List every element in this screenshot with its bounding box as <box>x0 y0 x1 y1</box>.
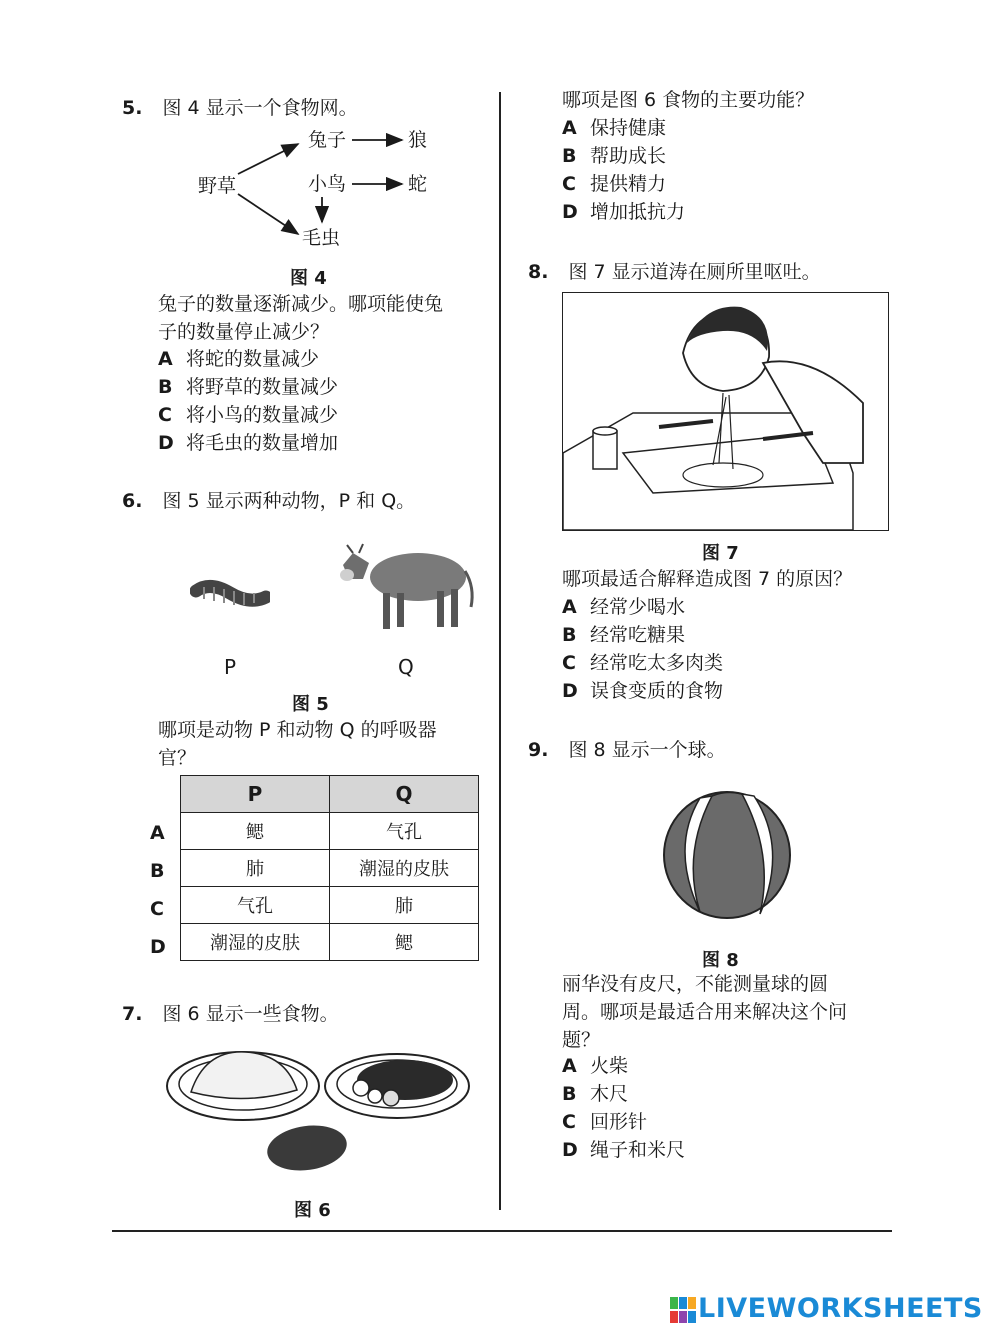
ball-illustration <box>660 788 794 922</box>
column-header-q: Q <box>330 776 479 813</box>
figure-7-caption: 图 7 <box>702 543 739 564</box>
q5-option-b[interactable] <box>158 373 338 401</box>
figure-4-caption: 图 4 <box>290 268 327 289</box>
q8-question: 哪项最适合解释造成图 7 的原因？ <box>562 568 853 590</box>
column-header-p: P <box>181 776 330 813</box>
row-letter-d: D <box>150 936 166 958</box>
column-divider <box>499 92 501 1210</box>
row-letter-a: A <box>150 822 165 844</box>
q9-option-c[interactable] <box>562 1108 647 1136</box>
q7-option-c[interactable] <box>562 170 666 198</box>
q8-stem <box>528 258 821 286</box>
q9-number: 9. <box>528 739 549 761</box>
q7-number: 7. <box>122 1003 143 1025</box>
option-letter: B <box>562 145 577 167</box>
cell-p: 气孔 <box>181 887 330 924</box>
q9-question-line2: 周。哪项是最适合用来解决这个问 <box>562 1001 848 1023</box>
q8-option-b[interactable] <box>562 621 685 649</box>
liveworksheets-brand[interactable]: LIVEWORKSHEETS <box>698 1293 983 1324</box>
label-p: P <box>224 655 237 679</box>
option-letter: C <box>562 652 576 674</box>
q8-stem-text: 图 7 显示道涛在厕所里呕吐。 <box>568 261 821 283</box>
q9-option-a[interactable] <box>562 1052 628 1080</box>
cell-p: 鳃 <box>181 813 330 850</box>
cell-q: 气孔 <box>330 813 479 850</box>
cell-p: 肺 <box>181 850 330 887</box>
option-text: 将蛇的数量减少 <box>186 348 320 370</box>
figure-6-caption: 图 6 <box>294 1200 331 1221</box>
web-node-rabbit: 兔子 <box>308 129 347 151</box>
q9-stem-text: 图 8 显示一个球。 <box>568 739 726 761</box>
option-text: 木尺 <box>590 1083 629 1105</box>
option-text: 经常吃糖果 <box>590 624 686 646</box>
option-text: 帮助成长 <box>590 145 667 167</box>
q8-option-d[interactable] <box>562 677 723 705</box>
q6-question-line2: 官？ <box>158 747 197 769</box>
option-text: 火柴 <box>590 1055 629 1077</box>
option-text: 将毛虫的数量增加 <box>186 432 339 454</box>
option-letter: D <box>158 432 174 454</box>
web-node-caterpillar: 毛虫 <box>302 227 341 249</box>
web-node-grass: 野草 <box>198 175 237 197</box>
food-illustration <box>165 1040 475 1180</box>
q7-option-d[interactable] <box>562 198 685 226</box>
q8-number: 8. <box>528 261 549 283</box>
q6-stem-text: 图 5 显示两种动物，P 和 Q。 <box>162 490 416 512</box>
q7-stem-text: 图 6 显示一些食物。 <box>162 1003 339 1025</box>
page-bottom-rule <box>112 1230 892 1232</box>
cell-q: 肺 <box>330 887 479 924</box>
option-text: 经常少喝水 <box>590 596 686 618</box>
cell-p: 潮湿的皮肤 <box>181 924 330 961</box>
table-row[interactable] <box>181 813 479 850</box>
option-letter: B <box>562 1083 577 1105</box>
table-row[interactable] <box>181 887 479 924</box>
option-text: 误食变质的食物 <box>590 680 724 702</box>
option-letter: A <box>562 117 577 139</box>
q9-option-b[interactable] <box>562 1080 628 1108</box>
table-header-row <box>181 776 479 813</box>
q5-question-line2: 子的数量停止减少？ <box>158 321 330 343</box>
cell-q: 鳃 <box>330 924 479 961</box>
option-letter: A <box>562 1055 577 1077</box>
option-text: 增加抵抗力 <box>590 201 686 223</box>
q7-option-b[interactable] <box>562 142 666 170</box>
option-letter: C <box>562 173 576 195</box>
q5-option-d[interactable] <box>158 429 338 457</box>
label-q: Q <box>398 655 414 679</box>
q7-question: 哪项是图 6 食物的主要功能？ <box>562 89 815 111</box>
option-letter: A <box>158 348 173 370</box>
row-letter-c: C <box>150 898 164 920</box>
option-letter: B <box>562 624 577 646</box>
web-node-bird: 小鸟 <box>308 173 347 195</box>
option-text: 将野草的数量减少 <box>186 376 339 398</box>
q6-stem <box>122 487 415 515</box>
liveworksheets-logo-icon <box>670 1297 696 1323</box>
option-letter: D <box>562 680 578 702</box>
q5-stem-text: 图 4 显示一个食物网。 <box>162 97 358 119</box>
option-text: 将小鸟的数量减少 <box>186 404 339 426</box>
option-letter: B <box>158 376 173 398</box>
respiratory-organ-table <box>180 775 479 961</box>
option-text: 提供精力 <box>590 173 667 195</box>
cow-illustration <box>333 535 483 635</box>
q5-stem <box>122 94 358 122</box>
q9-question-line3: 题？ <box>562 1029 601 1051</box>
food-web-diagram <box>180 122 450 252</box>
q8-option-a[interactable] <box>562 593 685 621</box>
q9-stem <box>528 736 726 764</box>
option-letter: C <box>562 1111 576 1133</box>
q6-number: 6. <box>122 490 143 512</box>
option-text: 经常吃太多肉类 <box>590 652 724 674</box>
q5-option-a[interactable] <box>158 345 319 373</box>
figure-7-frame <box>562 292 889 531</box>
q9-question-line1: 丽华没有皮尺，不能测量球的圆 <box>562 973 829 995</box>
vomiting-boy-illustration <box>563 293 888 530</box>
option-text: 绳子和米尺 <box>590 1139 686 1161</box>
option-text: 回形针 <box>590 1111 648 1133</box>
web-node-snake: 蛇 <box>408 173 428 195</box>
row-letter-b: B <box>150 860 165 882</box>
q5-question-line1: 兔子的数量逐渐减少。哪项能使兔 <box>158 293 444 315</box>
option-letter: D <box>562 1139 578 1161</box>
q7-option-a[interactable] <box>562 114 666 142</box>
q8-option-c[interactable] <box>562 649 723 677</box>
option-letter: A <box>562 596 577 618</box>
figure-8-caption: 图 8 <box>702 950 739 971</box>
figure-5-caption: 图 5 <box>292 694 329 715</box>
q7-stem <box>122 1000 339 1028</box>
option-letter: D <box>562 201 578 223</box>
table-row[interactable] <box>181 924 479 961</box>
q9-option-d[interactable] <box>562 1136 685 1164</box>
option-letter: C <box>158 404 172 426</box>
cell-q: 潮湿的皮肤 <box>330 850 479 887</box>
q5-number: 5. <box>122 97 143 119</box>
caterpillar-illustration <box>190 575 270 615</box>
web-node-wolf: 狼 <box>408 129 428 151</box>
q6-question-line1: 哪项是动物 P 和动物 Q 的呼吸器 <box>158 719 437 741</box>
q5-option-c[interactable] <box>158 401 338 429</box>
option-text: 保持健康 <box>590 117 667 139</box>
table-row[interactable] <box>181 850 479 887</box>
